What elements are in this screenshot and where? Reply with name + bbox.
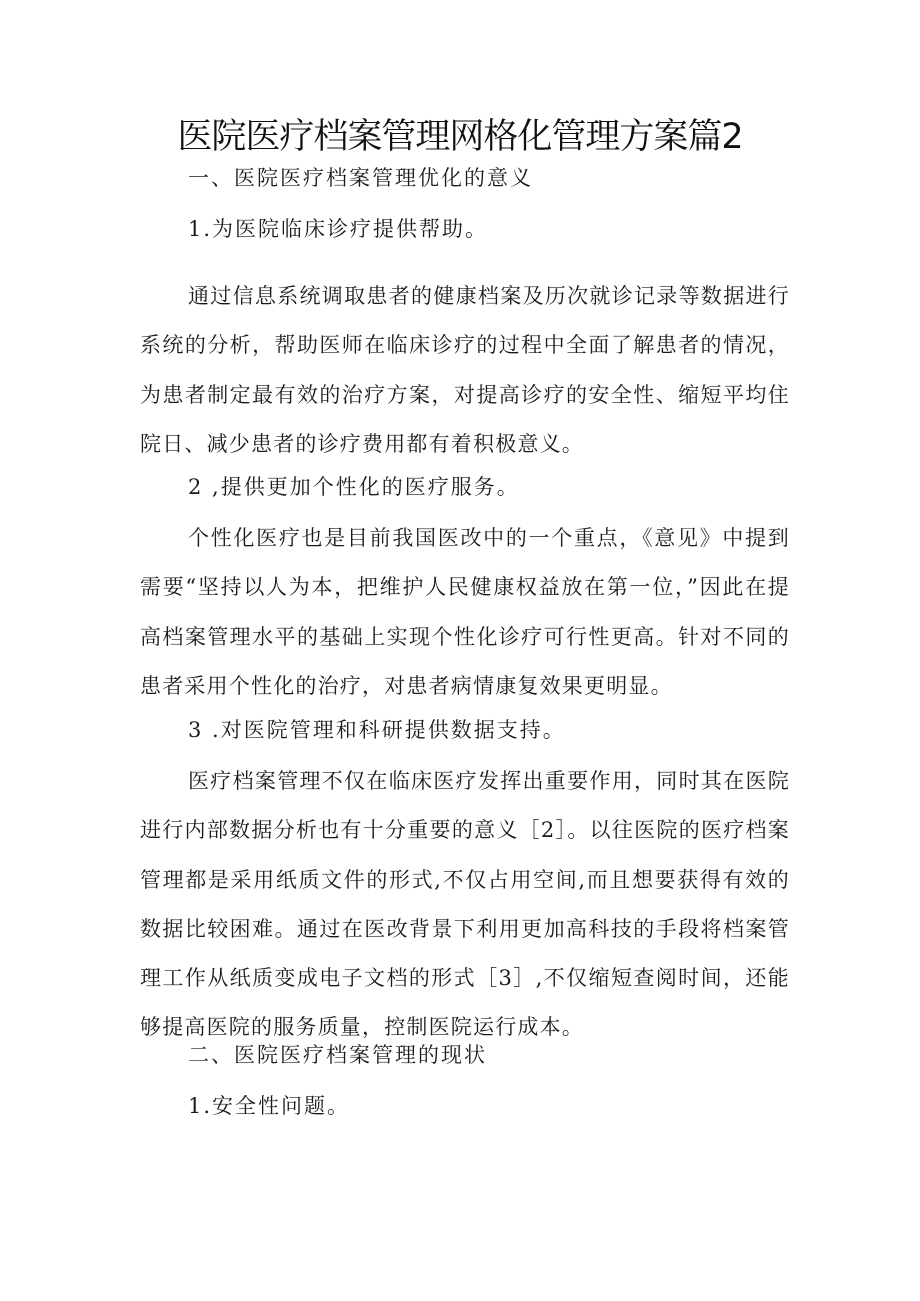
item-heading-1-3: 3 .对医院管理和科研提供数据支持。 [188,718,566,742]
section-heading-2: 二、医院医疗档案管理的现状 [188,1043,487,1067]
item-heading-1-1: 1.为医院临床诊疗提供帮助。 [188,217,489,241]
document-title: 医院医疗档案管理网格化管理方案篇2 [177,117,743,157]
paragraph-1-3: 医疗档案管理不仅在临床医疗发挥出重要作用，同时其在医院进行内部数据分析也有十分重要的意义［2］。以往医院的医疗档案管理都是采用纸质文件的形式,不仅占用空间,而且想要获得有效的数据比较困难。通过在医改背景下利用更加高科技的手段将档案管理工作从纸质变成电子文档的形式［3］,不仅缩短查阅时间，还能够提高医院的服务质量，控制医院运行成本。 [140,769,790,1040]
section-heading-1: 一、医院医疗档案管理优化的意义 [188,166,533,190]
item-heading-2-1: 1.安全性问题。 [188,1094,351,1118]
item-heading-1-2: 2 ,提供更加个性化的医疗服务。 [188,475,520,499]
paragraph-1-2: 个性化医疗也是目前我国医改中的一个重点，《意见》中提到需要“坚持以人为本，把维护人民健康权益放在第一位，”因此在提高档案管理水平的基础上实现个性化诊疗可行性更高。针对不同的患者采用个性化的治疗，对患者病情康复效果更明显。 [140,526,790,698]
paragraph-1-1: 通过信息系统调取患者的健康档案及历次就诊记录等数据进行系统的分析，帮助医师在临床诊疗的过程中全面了解患者的情况，为患者制定最有效的治疗方案，对提高诊疗的安全性、缩短平均住院日、减少患者的诊疗费用都有着积极意义。 [140,284,790,456]
